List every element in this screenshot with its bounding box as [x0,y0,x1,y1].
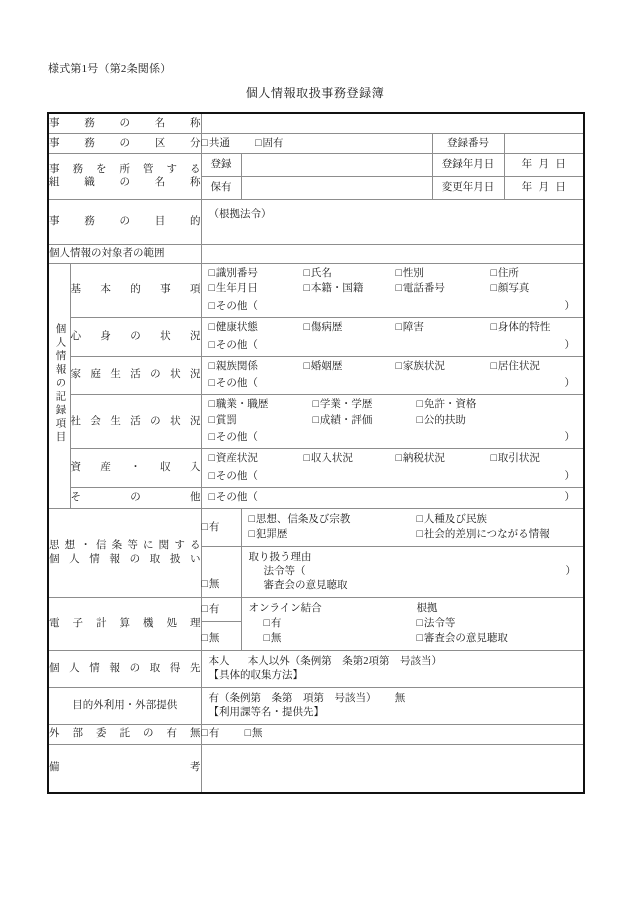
label-registration-date: 登録年月日 [432,154,504,177]
checkbox-honnin[interactable]: 本人 [208,656,230,668]
denshi-detail-block [241,597,584,651]
table-row-katei-seikatsu [48,356,584,395]
checkgroup-shisou-items [241,508,584,546]
label-shinshin-joukyou: 心身の状況 [70,317,201,356]
checkbox-itaku-ari[interactable]: □ 有 [202,728,220,739]
checkbox-kao-shashin[interactable]: □ 顔写真 [491,282,579,296]
checkbox-denshi-nashi[interactable]: □ 無 [201,622,241,651]
table-row-taishousha [48,244,584,263]
checkbox-sonota[interactable]: □ その他（ [209,339,258,353]
label-konkyo: 根拠 [416,602,438,614]
checkbox-seibetsu[interactable]: □ 性別 [396,267,491,281]
checkbox-juusho[interactable]: □ 住所 [491,267,579,281]
checkbox-shuunyuu-joukyou[interactable]: □ 収入状況 [304,452,396,466]
checkgroup-kiroku-sonota [201,488,584,509]
table-row-shisan-shuunyuu [48,449,584,488]
sonota-close-paren: ） [564,378,575,390]
date-unit-day: 日 [555,181,566,193]
checkbox-menkyo-shikaku[interactable]: □ 免許・資格 [417,398,579,412]
table-row-mokutekigai [48,687,584,724]
value-registration-date[interactable] [504,154,584,177]
label-jimu-kubun: 事務の区分 [48,134,201,154]
label-shakai-seikatsu: 社会生活の状況 [70,395,201,449]
checkbox-sonota[interactable]: □ その他（ [209,431,258,445]
label-gutaiteki-shuushuu-houhou: 【具体的収集方法】 [208,670,303,682]
checkbox-seinengappi[interactable]: □ 生年月日 [209,282,304,296]
label-hoyuu: 保有 [201,176,241,199]
value-touroku-soshiki[interactable] [241,154,432,177]
checkbox-kyoutsuu[interactable]: □ 共通 [202,138,230,149]
checkbox-itaku-nashi[interactable]: □ 無 [245,728,263,739]
shisou-reason-block [241,547,584,598]
checkbox-online-nashi[interactable]: □ 無 [249,632,417,646]
checkbox-denshi-ari[interactable]: □ 有 [201,597,241,622]
label-shisou-shinjou [48,508,201,597]
checkbox-mokutekigai-nashi[interactable]: 無 [394,692,406,704]
table-row-gaibu-itaku [48,724,584,744]
label-kihonteki-jikou: 基本的事項 [70,263,201,317]
checkbox-shisou-nashi[interactable]: □ 無 [201,547,241,598]
table-row-shutokusaki [48,651,584,688]
checkbox-mokutekigai-ari[interactable]: 有（条例第 条第 項第 号該当） [208,692,377,704]
checkbox-sonota[interactable]: □ その他（ [209,377,258,391]
checkgroup-shakai-seikatsu [201,395,584,449]
label-taishousha-hanni: 個人情報の対象者の範囲 [48,244,201,263]
sonota-close-paren: ） [564,432,575,444]
checkbox-konin-reki[interactable]: □ 婚姻歴 [304,360,396,374]
checkbox-kyoju-joukyou[interactable]: □ 居住状況 [491,360,579,374]
checkbox-sonota[interactable]: □ その他（ [209,300,258,314]
value-hoyuu-soshiki[interactable] [241,176,432,199]
label-shisou-line2: 個人情報の取扱い [49,553,201,565]
date-unit-year: 年 [521,159,533,170]
checkbox-jinshu-minzoku[interactable]: □ 人種及び民族 [417,513,577,527]
label-kiroku-sonota: その他 [70,488,201,509]
vertical-label-kiroku-koumoku: 個人情報の記録項目 [48,263,70,508]
checkbox-online-ari[interactable]: □ 有 [249,617,417,631]
checkbox-sonota[interactable]: □ その他（ [209,470,258,484]
checkbox-honseki-kokuseki[interactable]: □ 本籍・国籍 [304,282,396,296]
checkgroup-shinshin-joukyou [201,317,584,356]
checkbox-honnin-igai[interactable]: 本人以外（条例第 条第2項第 号該当） [247,656,442,668]
value-jimu-meisho[interactable] [201,113,584,134]
houreitou-close-paren: ） [565,565,576,577]
checkbox-sonota[interactable]: □ その他（ [209,491,258,505]
sonota-close-paren: ） [564,339,575,351]
label-online-ketsugou: オンライン結合 [248,602,322,614]
label-jimu-mokuteki: 事務の目的 [48,199,201,244]
checkgroup-shisan-shuunyuu [201,449,584,488]
label-soshiki-line2: 組織の名称 [49,177,201,189]
itaku-options [201,724,584,744]
label-riyouka-teikyousaki: 【利用課等名・提供先】 [208,706,324,718]
label-mokutekigai-riyou: 目的外利用・外部提供 [48,687,201,724]
form-number: 様式第1号（第2条関係） [48,63,172,75]
table-row-denshi-yes [48,597,584,622]
sonota-close-paren: ） [564,300,575,312]
date-unit-month: 月 [538,181,549,193]
value-bikou[interactable] [201,744,584,793]
label-denshi-keisanki: 電子計算機処理 [48,597,201,651]
checkgroup-kihonteki-jikou [201,263,584,317]
table-row-soshiki-touroku [48,154,584,177]
checkbox-konkyo-houreitou[interactable]: □ 法令等 [417,617,577,631]
checkbox-kenkou-joutai[interactable]: □ 健康状態 [209,321,304,335]
checkbox-hanzai-reki[interactable]: □ 犯罪歴 [249,528,417,542]
document-title: 個人情報取扱事務登録簿 [245,86,385,100]
checkbox-shakaiteki-sabetsu[interactable]: □ 社会的差別につながる情報 [417,528,577,542]
label-bikou: 備考 [48,744,201,793]
label-soshiki-meisho [48,154,201,200]
checkbox-shintaiteki-tokusei[interactable]: □ 身体的特性 [491,321,579,335]
label-toriatsukau-riyuu: 取り扱う理由 [248,552,312,564]
checkbox-shimei[interactable]: □ 氏名 [304,267,396,281]
label-jimu-meisho: 事務の名称 [48,113,201,134]
checkbox-shougai[interactable]: □ 障害 [396,321,491,335]
checkgroup-katei-seikatsu [201,356,584,395]
label-shutokusaki: 個人情報の取得先 [48,651,201,688]
checkbox-houreitou[interactable]: 法令等（ [263,565,306,577]
value-jimu-mokuteki[interactable] [201,199,584,244]
date-unit-year: 年 [521,181,533,193]
checkbox-kouteki-fujo[interactable]: □ 公的扶助 [417,414,579,428]
checkbox-shisou-shinjou-shuukyou[interactable]: □ 思想、信条及び宗教 [249,513,417,527]
label-katei-seikatsu: 家庭生活の状況 [70,356,201,395]
shutokusaki-options [201,651,584,688]
date-unit-month: 月 [538,159,549,170]
label-touroku: 登録 [201,154,241,177]
table-row-jimu-kubun [48,134,584,154]
label-gaibu-itaku: 外部委託の有無 [48,724,201,744]
value-change-date[interactable] [504,176,584,199]
checkbox-koyuu[interactable]: □ 固有 [255,138,283,149]
table-row-shakai-seikatsu [48,395,584,449]
value-taishousha-hanni[interactable] [201,244,584,263]
label-change-date: 変更年月日 [432,176,504,199]
checkbox-gakugyou-gakureki[interactable]: □ 学業・学歴 [313,398,417,412]
checkbox-konkyo-shinsakai[interactable]: □ 審査会の意見聴取 [417,632,577,646]
label-shisou-line1: 思想・信条等に関する [49,539,201,551]
checkbox-kazoku-joukyou[interactable]: □ 家族状況 [396,360,491,374]
checkbox-seiseki-hyouka[interactable]: □ 成績・評価 [313,414,417,428]
checkbox-shisou-ari[interactable]: □ 有 [201,508,241,546]
table-row-kihonteki-jikou [48,263,584,317]
table-row-jimu-mokuteki [48,199,584,244]
table-row-jimu-meisho [48,113,584,134]
sonota-close-paren: ） [564,492,575,504]
table-row-bikou [48,744,584,793]
checkbox-shoubyou-reki[interactable]: □ 傷病歴 [304,321,396,335]
table-row-shisou-yes [48,508,584,546]
checkbox-shinsakai-ikenchoushu[interactable]: 審査会の意見聴取 [263,579,348,591]
table-row-shinshin-joukyou [48,317,584,356]
mokutekigai-options [201,687,584,724]
law-basis-note: （根拠法令） [208,208,272,220]
label-soshiki-line1: 事務を所管する [49,163,201,175]
table-row-kiroku-sonota [48,488,584,509]
jimu-kubun-options [201,134,432,154]
checkbox-shisan-joukyou[interactable]: □ 資産状況 [209,452,304,466]
checkbox-shoubatsu[interactable]: □ 賞罰 [209,414,313,428]
checkbox-shinzoku-kankei[interactable]: □ 親族関係 [209,360,304,374]
checkbox-torihiki-joukyou[interactable]: □ 取引状況 [491,452,579,466]
checkbox-nouzei-joukyou[interactable]: □ 納税状況 [396,452,491,466]
checkbox-shokugyou-shokureki[interactable]: □ 職業・職歴 [209,398,313,412]
sonota-close-paren: ） [564,471,575,483]
checkbox-shikibetsu-bangou[interactable]: □ 識別番号 [209,267,304,281]
label-registration-number: 登録番号 [432,134,504,154]
label-shisan-shuunyuu: 資産・収入 [70,449,201,488]
checkbox-denwa-bangou[interactable]: □ 電話番号 [396,282,491,296]
value-registration-number[interactable] [504,134,584,154]
registration-form-table [47,112,585,794]
date-unit-day: 日 [555,159,566,170]
